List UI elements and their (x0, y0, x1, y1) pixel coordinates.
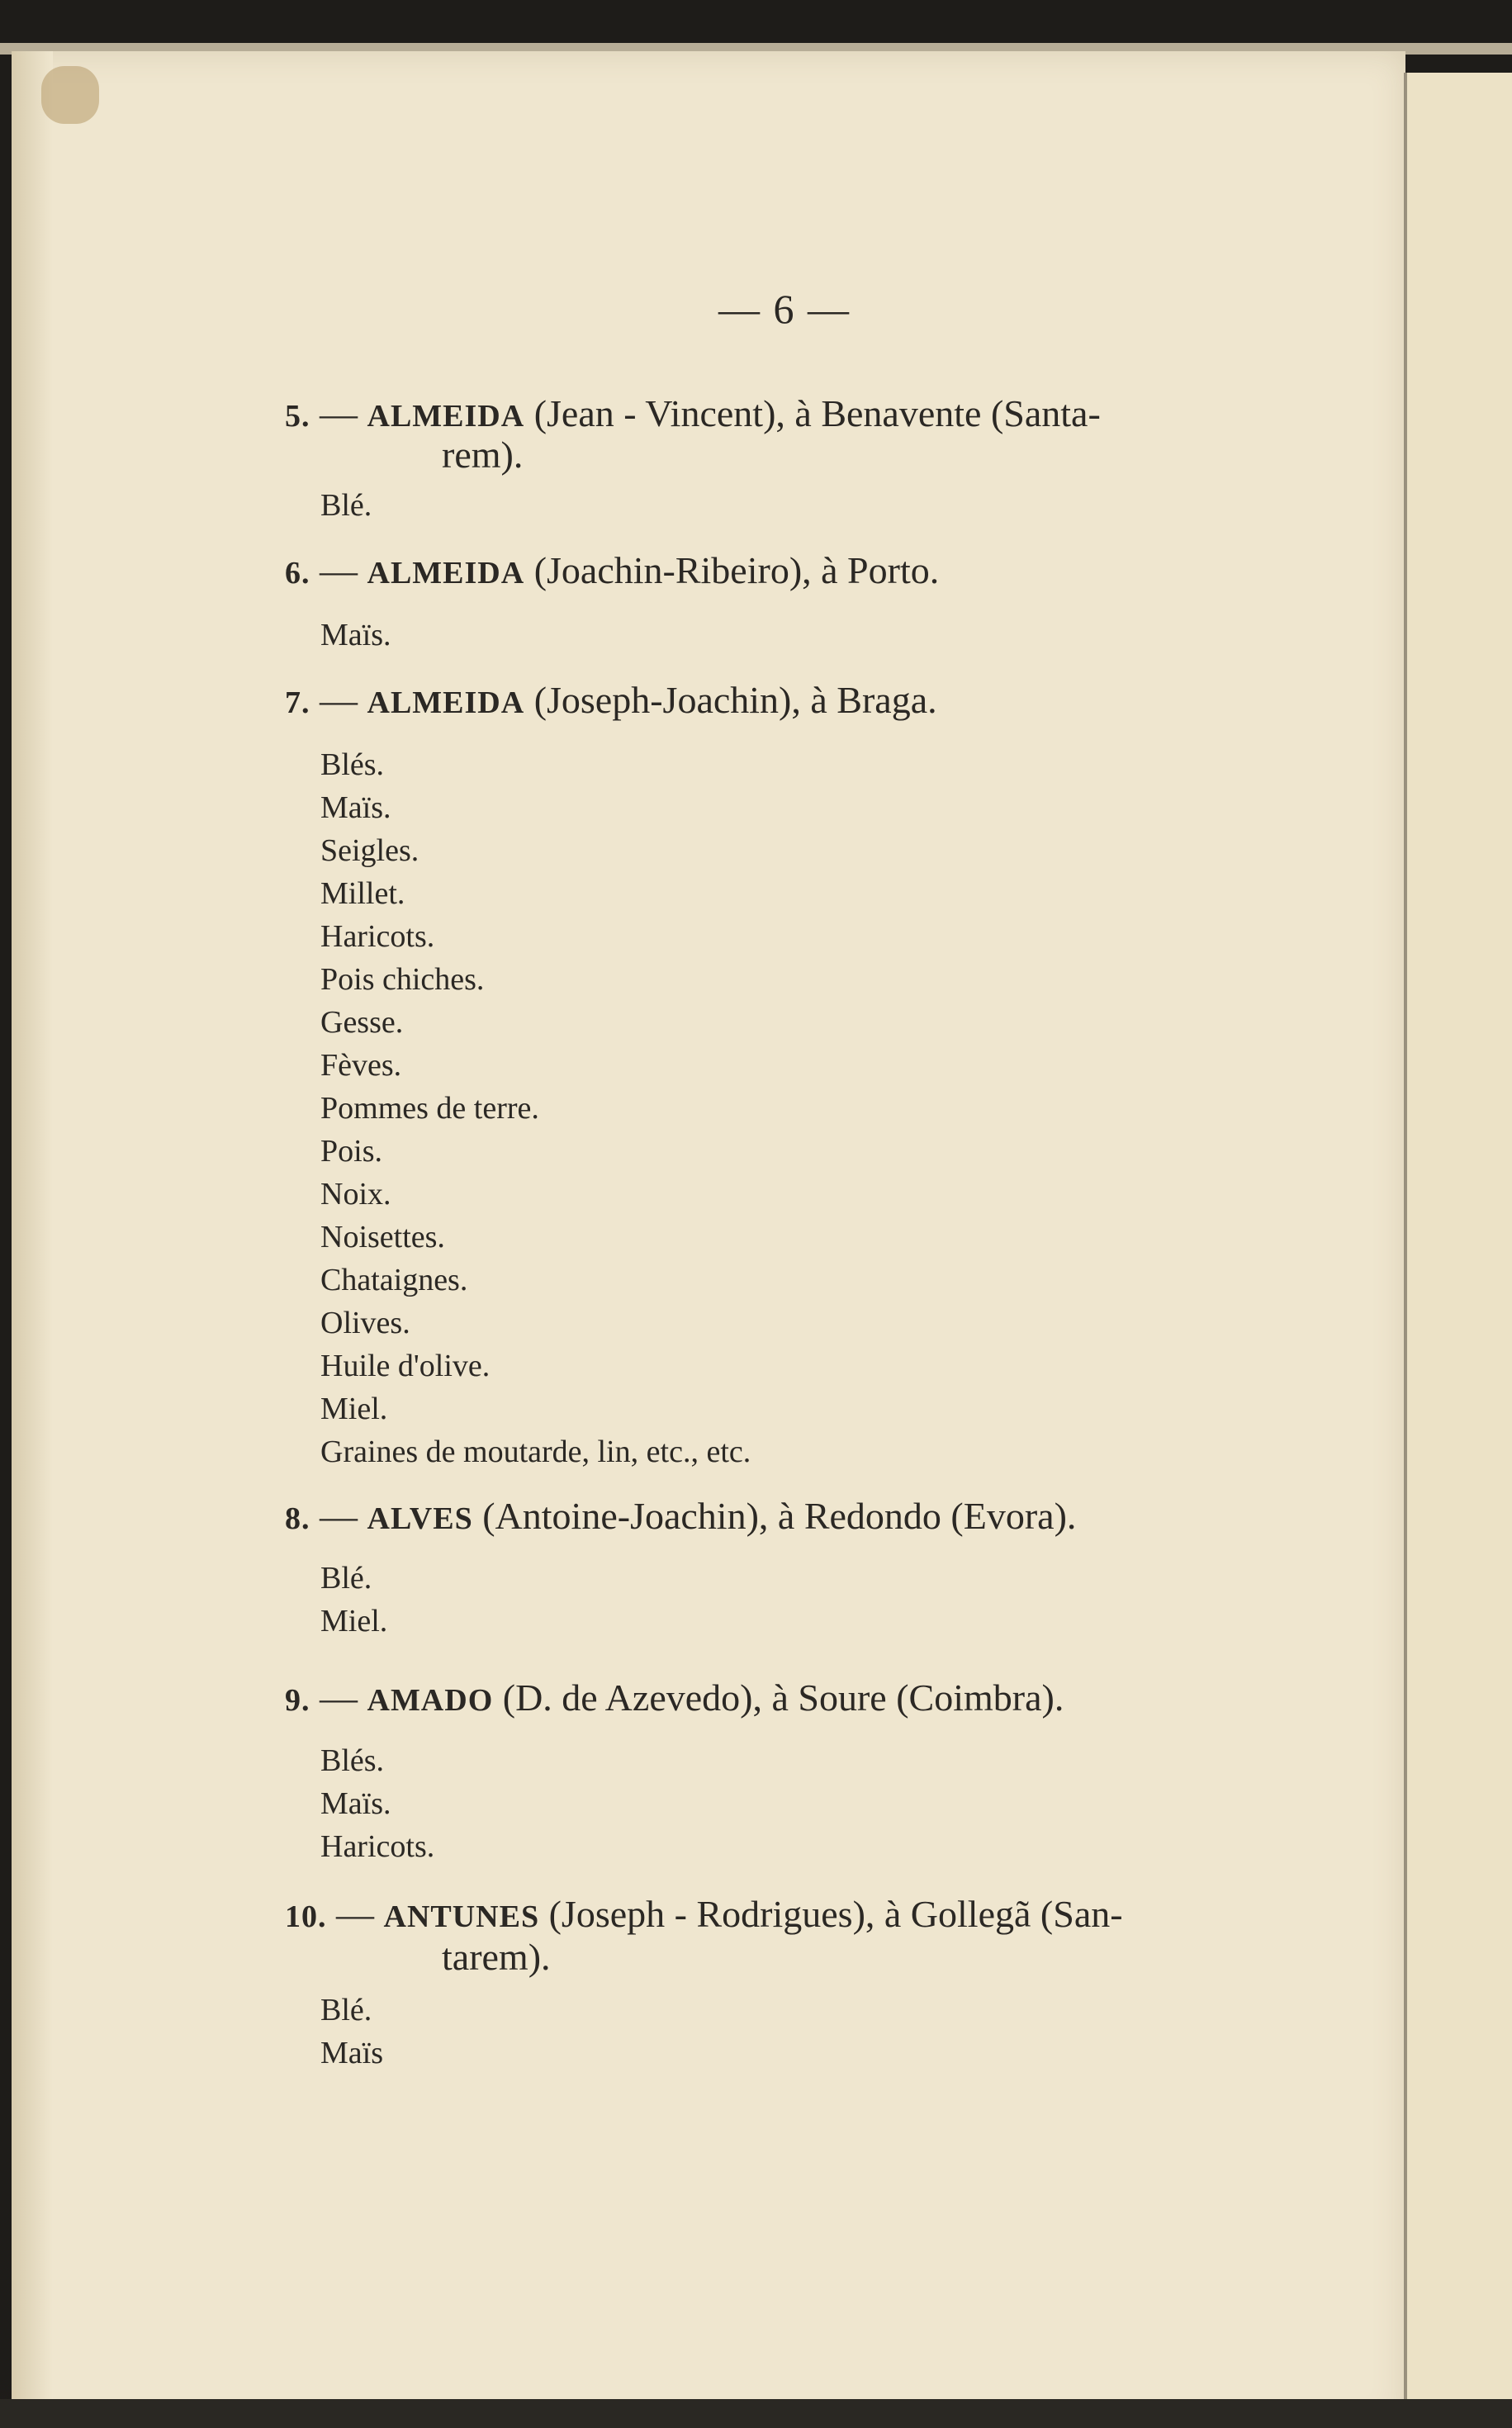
exhibitor-detail: (Joseph-Joachin), à Braga. (524, 679, 937, 721)
product-item: Miel. (320, 1392, 388, 1426)
product-item: Blés. (320, 747, 385, 782)
exhibitor-detail: (Jean - Vincent), à Benavente (Santa- (524, 392, 1101, 434)
product-item: Noisettes. (320, 1220, 445, 1254)
product-item: Blé. (320, 488, 372, 523)
exhibitor-detail: (Joachin-Ribeiro), à Porto. (524, 549, 940, 591)
product-item: Gesse. (320, 1005, 404, 1040)
product-item: Noix. (320, 1177, 391, 1212)
entry-dash: — (310, 679, 367, 721)
product-item: Olives. (320, 1306, 410, 1340)
exhibitor-name: ANTUNES (383, 1899, 540, 1934)
entry-continuation: tarem). (442, 1936, 551, 1978)
exhibitor-detail: (Antoine-Joachin), à Redondo (Evora). (472, 1495, 1077, 1537)
product-item: Maïs (320, 2036, 383, 2070)
entry-heading (285, 1889, 1123, 1942)
entry-heading (285, 675, 937, 728)
entry-dash: — (310, 549, 367, 591)
entry-number: 5. (285, 399, 310, 434)
exhibitor-name: ALMEIDA (367, 685, 525, 720)
entry-heading (285, 1672, 1064, 1726)
page-fold-shadow (1404, 73, 1407, 2428)
exhibitor-name: ALMEIDA (367, 556, 525, 590)
product-item: Millet. (320, 876, 405, 911)
exhibitor-name: ALMEIDA (367, 399, 525, 434)
product-item: Pois. (320, 1134, 382, 1169)
product-item: Seigles. (320, 833, 419, 868)
product-item: Chataignes. (320, 1263, 468, 1297)
exhibitor-detail: (Joseph - Rodrigues), à Gollegã (San- (539, 1893, 1123, 1935)
product-item: Blé. (320, 1561, 372, 1596)
entry-number: 9. (285, 1683, 310, 1718)
entry-heading (285, 388, 1101, 442)
product-item: Pommes de terre. (320, 1091, 539, 1126)
product-item: Blé. (320, 1993, 372, 2027)
next-page-edge (1405, 73, 1512, 2428)
product-item: Maïs. (320, 790, 391, 825)
entry-dash: — (310, 392, 367, 434)
exhibitor-name: ALVES (367, 1501, 473, 1536)
page-gutter (12, 51, 53, 2428)
exhibitor-detail: (D. de Azevedo), à Soure (Coimbra). (493, 1676, 1064, 1719)
bottom-edge (0, 2399, 1512, 2428)
product-item: Miel. (320, 1604, 388, 1638)
entry-heading (285, 1491, 1076, 1544)
product-item: Haricots. (320, 919, 435, 954)
entry-number: 6. (285, 556, 310, 590)
product-item: Maïs. (320, 618, 391, 652)
entry-number: 8. (285, 1501, 310, 1536)
entry-number: 7. (285, 685, 310, 720)
product-item: Huile d'olive. (320, 1349, 491, 1383)
entry-dash: — (310, 1676, 367, 1719)
paper-stain (41, 66, 99, 124)
product-item: Pois chiches. (320, 962, 485, 997)
entry-heading (285, 545, 939, 599)
entry-dash: — (310, 1495, 367, 1537)
entry-continuation: rem). (442, 434, 524, 476)
product-item: Haricots. (320, 1829, 435, 1864)
product-item: Maïs. (320, 1786, 391, 1821)
product-item: Blés. (320, 1743, 385, 1778)
page-number: — 6 — (718, 286, 851, 332)
product-item: Fèves. (320, 1048, 402, 1083)
exhibitor-name: AMADO (367, 1683, 494, 1718)
entry-number: 10. (285, 1899, 327, 1934)
entry-dash: — (326, 1893, 384, 1935)
product-item: Graines de moutarde, lin, etc., etc. (320, 1435, 751, 1469)
